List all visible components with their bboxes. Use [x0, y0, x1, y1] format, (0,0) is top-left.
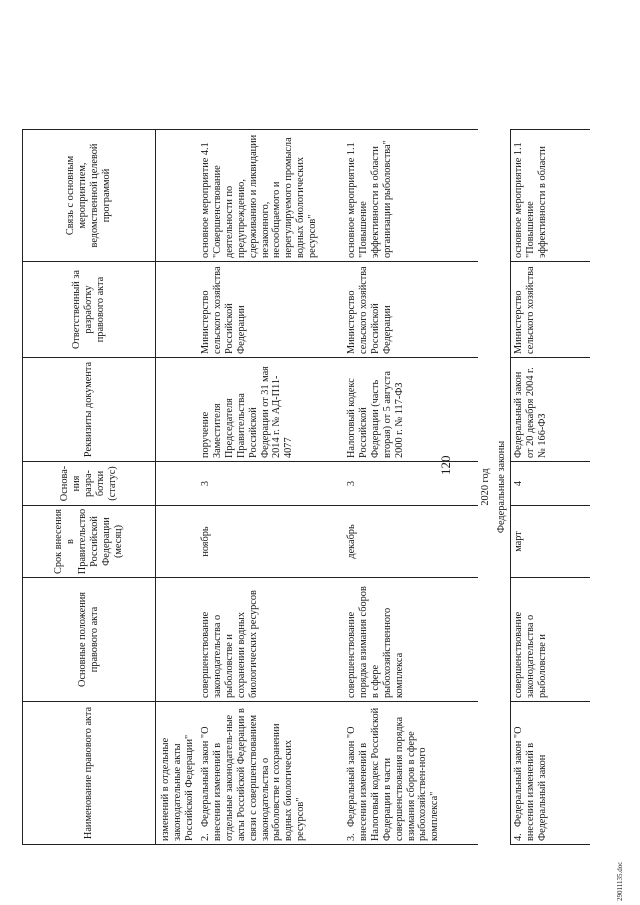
act-name-text: Федеральный закон "О внесении изменений в отдельные законодатель-ные акты Российской Федерации в связи с совершенствованием законодательства о рыболовстве и сохранении водных биологических ресурсов": [199, 708, 307, 841]
requisites-cell: поручение Заместителя Председателя Правительства Российской Федерации от 31 мая 2014 г. № АД-П11-4077: [198, 358, 344, 462]
provisions-cell: совершенствование порядка взимания сборов в сфере рыбохозяйственного комплекса: [344, 578, 478, 702]
requisites-cell: Федеральный закон от 20 декабря 2004 г. № 166-ФЗ: [510, 358, 590, 462]
act-name-text: Федеральный закон "О внесении изменений в Федеральный закон: [512, 726, 548, 841]
responsible-cell: [156, 262, 198, 358]
deadline-cell: декабрь: [344, 506, 478, 578]
act-name-cell: [156, 702, 198, 845]
table-row: [510, 130, 590, 845]
header-provisions: Основные положения правового акта: [23, 578, 156, 702]
deadline-cell: март: [510, 506, 590, 578]
act-name-cell: [344, 702, 478, 845]
act-name-cell: [510, 702, 590, 845]
header-responsible: Ответственный за разработку правового акта: [23, 262, 156, 358]
act-name-cell: [198, 702, 344, 845]
act-name-text: Федеральный закон "О внесении изменений в Налоговый кодекс Российской Федерации в части совершенствования порядка взимания сборов в сфере рыбохозяйствен-ного комплекса": [345, 707, 441, 841]
link-cell: [156, 130, 198, 262]
table-row: [198, 130, 344, 845]
act-name-text: изменений в отдельные законодательные акты Российской Федерации": [160, 734, 195, 841]
basis-cell: 3: [198, 462, 344, 506]
basis-cell: 4: [510, 462, 590, 506]
deadline-cell: [156, 506, 198, 578]
link-cell: основное мероприятие 1.1 "Повышение эффективности в области организации рыболовства": [344, 130, 478, 262]
section-year-row: [478, 130, 494, 845]
table-row: [344, 130, 478, 845]
link-cell: основное мероприятие 1.1 "Повышение эффективности в области: [510, 130, 590, 262]
responsible-cell: Министерство сельского хозяйства Российской Федерации: [198, 262, 344, 358]
header-requisites: Реквизиты документа: [23, 358, 156, 462]
provisions-cell: совершенствование законодательства о рыболовстве и сохранении водных биологических ресурсов: [198, 578, 344, 702]
header-link: Связь с основным мероприятием, ведомственной целевой программой: [23, 130, 156, 262]
footer-doc-code: 29011135.doc: [616, 861, 624, 901]
row-number: 4.: [512, 833, 524, 841]
table-row: [156, 130, 198, 845]
responsible-cell: Министерство сельского хозяйства Российской Федерации: [344, 262, 478, 358]
row-number: 3.: [345, 833, 357, 841]
basis-cell: 3: [344, 462, 478, 506]
header-deadline: Срок внесения в Правительство Российской Федерации (месяц): [23, 506, 156, 578]
responsible-cell: Министерство сельского хозяйства: [510, 262, 590, 358]
requisites-cell: [156, 358, 198, 462]
row-number: 2.: [199, 833, 211, 841]
link-cell: основное мероприятие 4.1 "Совершенствование деятельности по предупреждению, сдерживанию и ликвидации незаконного, несообщаемого и нерегулируемого промысла водных биологических ресурсов": [198, 130, 344, 262]
header-basis: Основа-ния разра-ботки (статус): [23, 462, 156, 506]
table-header-row: [23, 130, 156, 845]
section-subtitle-row: [494, 130, 510, 845]
provisions-cell: [156, 578, 198, 702]
header-act-name: Наименование правового акта: [23, 702, 156, 845]
basis-cell: [156, 462, 198, 506]
section-year: 2020 год: [479, 468, 491, 506]
page-number: 120: [438, 455, 453, 475]
section-subtitle: Федеральные законы: [495, 440, 507, 534]
provisions-cell: совершенствование законодательства о рыболовстве и: [510, 578, 590, 702]
legal-acts-table: [22, 129, 590, 845]
deadline-cell: ноябрь: [198, 506, 344, 578]
requisites-cell: Налоговый кодекс Российской Федерации (часть вторая) от 5 августа 2000 г. № 117-ФЗ: [344, 358, 478, 462]
